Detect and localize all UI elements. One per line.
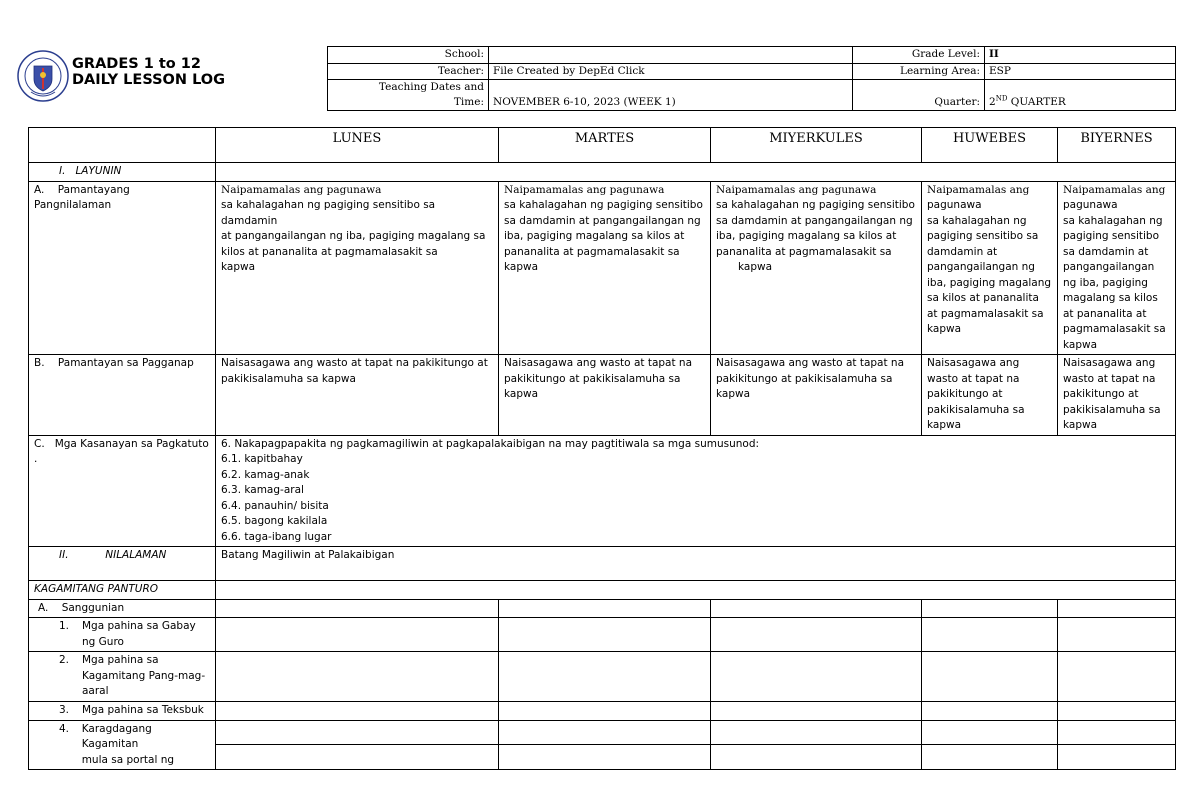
ref-cell	[499, 618, 711, 652]
ps-text: Pamantayan sa Pagganap	[57, 357, 194, 369]
grade-level-value: II	[985, 47, 1176, 64]
cs-fri-line: pangangailangan	[1063, 261, 1155, 273]
day-header-row	[29, 128, 1176, 163]
quarter-number: 2	[989, 95, 996, 108]
day-thursday: HUWEBES	[922, 128, 1058, 163]
ref-item-line: aaral	[82, 685, 109, 697]
nilalaman-label: NILALAMAN	[105, 549, 167, 561]
ref-item-num: 3.	[59, 704, 70, 716]
dates-label-line1: Teaching Dates and	[378, 81, 484, 93]
ps-wed-line: pakikitungo at pakikisalamuha sa	[716, 372, 893, 385]
ref-cell	[499, 702, 711, 721]
quarter-label: Quarter:	[853, 80, 985, 111]
ref-cell	[922, 720, 1058, 745]
competency-line: 6.2. kamag-anak	[221, 468, 310, 481]
ps-fri-line: kapwa	[1063, 419, 1098, 431]
content-standard-thursday	[922, 181, 1058, 355]
ref-cell	[711, 618, 922, 652]
references-row	[29, 599, 1176, 618]
content-standard-text: Pamantayang Pangnilalaman	[34, 183, 130, 211]
cs-wed-line: pananalita at pagmamalasakit sa	[716, 245, 892, 258]
dates-label-line2: Time:	[453, 95, 484, 108]
layunin-label: LAYUNIN	[75, 165, 122, 177]
quarter-value	[985, 80, 1176, 111]
cs-thu-line: pangangailangan ng	[927, 261, 1035, 273]
ref-cell	[216, 702, 499, 721]
ref-item-line: Mga pahina sa Gabay	[82, 620, 196, 632]
ref-item-num: 1.	[59, 620, 70, 632]
comp-num: C.	[34, 437, 45, 450]
nilalaman-row	[29, 547, 1176, 581]
content-standard-tuesday	[499, 181, 711, 355]
ref-item-row	[29, 618, 1176, 652]
title-line-1: GRADES 1 to 12	[72, 56, 201, 72]
ref-cell	[711, 745, 922, 770]
cs-thu-line: pagiging sensitibo sa	[927, 230, 1039, 242]
cs-thu-line: sa kahalagahan ng	[927, 214, 1027, 227]
cs-tue-line: iba, pagiging magalang sa kilos at	[504, 230, 685, 242]
ref-item-line: Mga pahina sa Teksbuk	[82, 704, 204, 716]
content-standard-monday	[216, 181, 499, 355]
nilalaman-heading	[29, 547, 216, 581]
quarter-word: QUARTER	[1007, 95, 1066, 108]
competency-line: 6. Nakapagpapakita ng pagkamagiliwin at pagkapalakaibigan na may pagtitiwala sa mga sumusunod:	[221, 437, 760, 450]
performance-standard-tuesday	[499, 355, 711, 436]
document-title	[72, 56, 225, 88]
performance-standard-label	[29, 355, 216, 436]
ps-thu-line: kapwa	[927, 419, 962, 431]
ref-cell	[1058, 702, 1176, 721]
cs-wed-line: Naipamamalas ang pagunawa	[716, 183, 877, 196]
day-tuesday: MARTES	[499, 128, 711, 163]
layunin-num: I.	[59, 165, 66, 177]
ps-thu-line: pakikisalamuha sa	[927, 403, 1025, 416]
competency-line: 6.5. bagong kakilala	[221, 515, 328, 527]
ref-item-learner-material	[29, 652, 216, 702]
cs-fri-line: pagiging sensitibo	[1063, 230, 1160, 242]
performance-standard-friday	[1058, 355, 1176, 436]
cs-tue-line: Naipamamalas ang pagunawa	[504, 183, 665, 196]
dates-row	[328, 80, 1176, 111]
learning-area-value: ESP	[985, 63, 1176, 80]
ref-item-portal	[29, 720, 216, 770]
cs-wed-line: iba, pagiging magalang sa kilos at	[716, 230, 897, 242]
ps-thu-line: pakikitungo at	[927, 388, 1003, 400]
cs-fri-line: sa damdamin at	[1063, 245, 1149, 258]
layunin-heading	[29, 163, 216, 182]
ps-mon-line: pakikisalamuha sa kapwa	[221, 372, 356, 385]
lesson-log-table	[28, 127, 1176, 770]
deped-seal-icon	[17, 46, 69, 106]
ref-item-textbook	[29, 702, 216, 721]
teacher-value: File Created by DepEd Click	[489, 63, 853, 80]
dates-label	[328, 80, 489, 111]
ref-cell	[922, 599, 1058, 618]
cs-tue-line: pananalita at pagmamalasakit sa	[504, 245, 680, 258]
cs-thu-line: sa kilos at pananalita	[927, 292, 1039, 304]
cs-mon-line: at pangangailangan ng iba, pagiging magalang sa	[221, 230, 486, 242]
ref-cell	[711, 702, 922, 721]
ref-cell	[711, 652, 922, 702]
competency-line: 6.3. kamag-aral	[221, 484, 304, 496]
ref-cell	[216, 720, 499, 745]
content-standard-wednesday	[711, 181, 922, 355]
ps-fri-line: wasto at tapat na	[1063, 372, 1156, 385]
ps-thu-line: Naisasagawa ang	[927, 357, 1020, 369]
ref-cell	[216, 618, 499, 652]
learning-area-label: Learning Area:	[853, 63, 985, 80]
ref-cell	[216, 652, 499, 702]
cs-fri-line: Naipamamalas ang	[1063, 183, 1166, 196]
references-num: A.	[38, 601, 49, 614]
cs-fri-line: sa kahalagahan ng	[1063, 214, 1163, 227]
grade-level-label: Grade Level:	[853, 47, 985, 64]
references-heading	[29, 599, 216, 618]
ref-item-num: 4.	[59, 722, 70, 735]
cs-fri-line: ng iba, pagiging	[1063, 276, 1148, 289]
ps-fri-line: pakikisalamuha sa	[1063, 403, 1161, 416]
title-line-2: DAILY LESSON LOG	[72, 72, 226, 88]
ps-mon-line: Naisasagawa ang wasto at tapat na pakikitungo at	[221, 357, 488, 369]
ref-item-teacher-guide	[29, 618, 216, 652]
ps-wed-line: Naisasagawa ang wasto at tapat na	[716, 357, 905, 369]
layunin-blank	[216, 163, 1176, 182]
cs-wed-line: sa damdamin at pangangailangan ng	[716, 214, 913, 227]
ref-cell	[499, 745, 711, 770]
ref-cell	[922, 618, 1058, 652]
day-wednesday: MIYERKULES	[711, 128, 922, 163]
ref-cell	[922, 702, 1058, 721]
ref-item-line: Mga pahina sa	[82, 654, 159, 666]
cs-fri-line: magalang sa kilos	[1063, 292, 1158, 304]
ref-cell	[499, 599, 711, 618]
ref-cell	[922, 745, 1058, 770]
cs-thu-line: pagunawa	[927, 199, 982, 211]
ref-item-row	[29, 652, 1176, 702]
ref-cell	[1058, 599, 1176, 618]
cs-tue-line: sa damdamin at pangangailangan ng	[504, 214, 701, 227]
dates-value: NOVEMBER 6-10, 2023 (WEEK 1)	[489, 80, 853, 111]
cs-mon-line: Naipamamalas ang pagunawa	[221, 183, 382, 196]
competency-line: 6.6. taga-ibang lugar	[221, 530, 332, 543]
ref-item-line: Karagdagang Kagamitan	[81, 722, 152, 750]
day-monday: LUNES	[216, 128, 499, 163]
ps-tue-line: kapwa	[504, 388, 539, 400]
teacher-label: Teacher:	[328, 63, 489, 80]
ref-cell	[499, 720, 711, 745]
ref-item-line: mula sa portal ng	[81, 753, 175, 766]
layunin-row	[29, 163, 1176, 182]
ref-item-row	[29, 702, 1176, 721]
cs-mon-line: kapwa	[221, 261, 256, 273]
performance-standard-wednesday	[711, 355, 922, 436]
competency-line: 6.4. panauhin/ bisita	[221, 499, 329, 512]
materials-row	[29, 581, 1176, 600]
school-value	[489, 47, 853, 64]
ps-thu-line: wasto at tapat na	[927, 372, 1020, 385]
ref-item-line: ng Guro	[82, 635, 124, 648]
ref-cell	[1058, 618, 1176, 652]
comp-trailing: .	[34, 453, 38, 465]
ps-tue-line: Naisasagawa ang wasto at tapat na	[504, 357, 693, 369]
ref-cell	[1058, 745, 1176, 770]
cs-thu-line: Naipamamalas ang	[927, 183, 1030, 196]
quarter-superscript: ND	[995, 94, 1008, 102]
competency-line: 6.1. kapitbahay	[221, 453, 303, 465]
ref-item-row	[29, 720, 1176, 745]
cs-fri-line: pagunawa	[1063, 199, 1118, 211]
references-label: Sanggunian	[61, 601, 125, 614]
comp-text: Mga Kasanayan sa Pagkatuto	[54, 437, 209, 450]
materials-blank	[216, 581, 1176, 600]
ref-item-num: 2.	[59, 654, 70, 666]
ref-cell	[711, 720, 922, 745]
ref-item-line: Kagamitang Pang-mag-	[82, 669, 206, 682]
ref-cell	[922, 652, 1058, 702]
header-info-table	[327, 46, 1176, 111]
ref-cell	[216, 745, 499, 770]
cs-fri-line: kapwa	[1063, 338, 1098, 351]
cs-wed-line: sa kahalagahan ng pagiging sensitibo	[716, 199, 915, 211]
cs-thu-line: damdamin at	[927, 245, 998, 258]
competencies-list	[216, 435, 1176, 547]
ps-wed-line: kapwa	[716, 388, 751, 400]
ref-cell	[1058, 652, 1176, 702]
teacher-row	[328, 63, 1176, 80]
cs-wed-line: kapwa	[738, 261, 773, 273]
school-row	[328, 47, 1176, 64]
content-standard-friday	[1058, 181, 1176, 355]
cs-fri-line: at pananalita at	[1063, 307, 1147, 320]
performance-standard-monday	[216, 355, 499, 436]
ps-tue-line: pakikitungo at pakikisalamuha sa	[504, 372, 681, 385]
performance-standard-row	[29, 355, 1176, 436]
cs-thu-line: iba, pagiging magalang	[927, 276, 1052, 289]
competencies-row	[29, 435, 1176, 547]
school-label: School:	[328, 47, 489, 64]
content-standard-label	[29, 181, 216, 355]
ref-cell	[499, 652, 711, 702]
day-friday: BIYERNES	[1058, 128, 1176, 163]
performance-standard-thursday	[922, 355, 1058, 436]
ref-cell	[711, 599, 922, 618]
corner-cell	[29, 128, 216, 163]
cs-thu-line: kapwa	[927, 323, 962, 335]
materials-heading: KAGAMITANG PANTURO	[29, 581, 216, 600]
ref-cell	[1058, 720, 1176, 745]
cs-tue-line: sa kahalagahan ng pagiging sensitibo	[504, 199, 703, 211]
cs-mon-line: kilos at pananalita at pagmamalasakit sa	[221, 245, 438, 258]
nilalaman-value: Batang Magiliwin at Palakaibigan	[216, 547, 1176, 581]
competencies-label	[29, 435, 216, 547]
content-standard-num: A.	[34, 183, 45, 196]
ps-num: B.	[34, 357, 45, 369]
cs-tue-line: kapwa	[504, 261, 539, 273]
content-standard-row	[29, 181, 1176, 355]
cs-mon-line: sa kahalagahan ng pagiging sensitibo sa damdamin	[221, 199, 436, 227]
ps-fri-line: pakikitungo at	[1063, 388, 1139, 400]
nilalaman-num: II.	[59, 549, 69, 561]
cs-thu-line: at pagmamalasakit sa	[927, 307, 1044, 320]
ref-cell	[216, 599, 499, 618]
cs-fri-line: pagmamalasakit sa	[1063, 323, 1166, 335]
ps-fri-line: Naisasagawa ang	[1063, 357, 1156, 369]
